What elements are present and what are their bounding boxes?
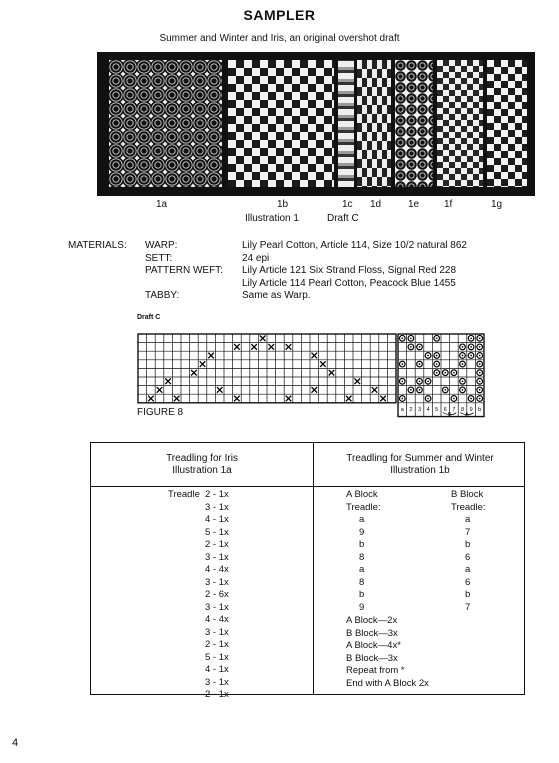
- table-divider: [313, 443, 314, 694]
- iris-treadle-row: 2 - 1x: [205, 639, 229, 650]
- b-block-header-line: Treadle:: [451, 501, 486, 513]
- tieup-circle-mark: [427, 380, 429, 382]
- iris-treadle-row: 3 - 1x: [205, 676, 229, 688]
- b-block-treadle: 7: [465, 526, 471, 538]
- tieup-circle-mark: [436, 372, 438, 374]
- tieup-circle-mark: [479, 372, 481, 374]
- b-block-column: [451, 489, 486, 614]
- tieup-circle-mark: [479, 389, 481, 391]
- figure-label: FIGURE 8: [137, 407, 184, 418]
- treadle-number-label: 5: [435, 406, 439, 413]
- draft-c-diagram: [137, 326, 489, 426]
- tieup-circle-mark: [401, 337, 403, 339]
- panel-1f: [437, 60, 483, 187]
- a-block-treadle: 8: [359, 576, 365, 588]
- panel-1g: [487, 60, 527, 187]
- illustration-caption: Illustration 1: [245, 213, 299, 224]
- tieup-circle-mark: [436, 337, 438, 339]
- treadle-number-label: 9: [469, 406, 473, 413]
- panel-label-1c: 1c: [342, 199, 353, 210]
- tieup-circle-mark: [401, 380, 403, 382]
- tieup-circle-mark: [436, 363, 438, 365]
- materials-key: WARP:: [145, 240, 178, 251]
- tieup-circle-mark: [453, 398, 455, 400]
- b-block-treadle: b: [465, 539, 471, 550]
- tieup-circle-mark: [479, 380, 481, 382]
- tieup-circle-mark: [410, 389, 412, 391]
- panel-label-1b: 1b: [277, 199, 289, 210]
- iris-treadle-row: 2 - 1x: [205, 489, 229, 500]
- table-header-rule: [91, 486, 524, 487]
- iris-treadle-row: 3 - 1x: [205, 501, 229, 513]
- a-block-header-line: Treadle:: [346, 501, 381, 513]
- sequence-step: A Block—4x*: [346, 640, 401, 651]
- treadle-number-label: b: [478, 406, 482, 413]
- panel-label-1d: 1d: [370, 199, 382, 210]
- treadle-number-label: 7: [452, 406, 456, 413]
- iris-header-line: Illustration 1a: [172, 465, 232, 476]
- materials-value: Lily Pearl Cotton, Article 114, Size 10/2 natural 862: [242, 240, 467, 251]
- b-block-treadle: 6: [465, 576, 471, 588]
- panel-1a-iris: [109, 60, 222, 187]
- tieup-circle-mark: [453, 372, 455, 374]
- tieup-circle-mark: [462, 363, 464, 365]
- b-block-treadle: b: [465, 589, 471, 600]
- tieup-circle-mark: [410, 337, 412, 339]
- sequence-step: B Block—3x: [346, 627, 398, 639]
- block-label: B: [447, 412, 452, 419]
- tieup-circle-mark: [436, 355, 438, 357]
- materials-key: SETT:: [145, 252, 173, 264]
- materials-value: Lily Article 121 Six Strand Floss, Signal Red 228: [242, 265, 456, 276]
- block-label: A: [465, 412, 469, 419]
- page-number: 4: [12, 737, 19, 749]
- a-block-treadle: 8: [359, 551, 365, 563]
- tieup-circle-mark: [470, 337, 472, 339]
- tieup-circle-mark: [444, 389, 446, 391]
- iris-treadle-row: 5 - 1x: [205, 526, 229, 538]
- tieup-circle-mark: [462, 355, 464, 357]
- sequence-step: B Block—3x: [346, 652, 398, 664]
- tieup-circle-mark: [419, 346, 421, 348]
- sequence-step: A Block—2x: [346, 615, 398, 626]
- tieup-circle-mark: [479, 355, 481, 357]
- panel-1c: [338, 60, 354, 187]
- tieup-circle-mark: [479, 363, 481, 365]
- b-block-treadle: 6: [465, 551, 471, 563]
- treadle-number-label: 6: [443, 406, 447, 413]
- iris-treadle-row: 3 - 1x: [205, 576, 229, 588]
- iris-treadle-row: 4 - 4x: [205, 614, 229, 625]
- panel-label-1a: 1a: [156, 199, 168, 210]
- a-block-treadle: 9: [359, 601, 365, 613]
- iris-treadle-row: 2 - 6x: [205, 589, 229, 600]
- iris-header: [91, 453, 313, 477]
- iris-header-line: Treadling for Iris: [166, 453, 238, 464]
- treadle-number-label: 8: [460, 406, 465, 413]
- tieup-circle-mark: [462, 389, 464, 391]
- panel-label-1g: 1g: [491, 199, 503, 210]
- materials-label: MATERIALS:: [68, 240, 127, 251]
- treadling-table: [90, 442, 525, 700]
- iris-treadle-row: 2 - 1x: [205, 539, 229, 550]
- a-block-treadle: a: [359, 514, 365, 525]
- sequence-step: End with A Block 2x: [346, 677, 429, 689]
- iris-treadle-row: 3 - 1x: [205, 626, 229, 638]
- tieup-circle-mark: [401, 363, 403, 365]
- treadle-number-label: a: [400, 406, 404, 413]
- sampler-photo: [97, 52, 535, 196]
- b-block-treadle: a: [465, 564, 471, 575]
- iris-treadle-row: 4 - 1x: [205, 514, 229, 525]
- a-block-treadle: b: [359, 589, 365, 600]
- b-block-treadle: a: [465, 514, 471, 525]
- draft-title: Draft C: [137, 314, 161, 321]
- tieup-circle-mark: [462, 346, 464, 348]
- panel-1b-summer-winter: [228, 60, 334, 187]
- tieup-circle-mark: [419, 380, 421, 382]
- tieup-circle-mark: [470, 346, 472, 348]
- iris-treadle-row: 4 - 4x: [205, 564, 229, 575]
- tieup-circle-mark: [444, 372, 446, 374]
- panel-label-1f: 1f: [444, 199, 453, 210]
- tieup-circle-mark: [419, 363, 421, 365]
- b-block-treadle: 7: [465, 601, 471, 613]
- tieup-circle-mark: [479, 398, 481, 400]
- materials-key: TABBY:: [145, 290, 180, 301]
- treadle-number-label: 2: [409, 406, 413, 413]
- iris-treadle-row: 4 - 1x: [205, 664, 229, 675]
- treadle-number-label: 4: [426, 406, 430, 413]
- materials-value: Same as Warp.: [242, 290, 311, 301]
- a-block-header-line: A Block: [346, 489, 378, 500]
- iris-treadle-row: 2 - 1x: [205, 689, 229, 700]
- iris-treadle-prefix: Treadle: [168, 489, 200, 500]
- tieup-circle-mark: [470, 398, 472, 400]
- panel-1d: [357, 60, 391, 187]
- summer-winter-header-line: Treadling for Summer and Winter: [346, 453, 494, 464]
- tieup-circle-mark: [479, 337, 481, 339]
- illustration-caption-draft: Draft C: [327, 213, 359, 224]
- page-subtitle: Summer and Winter and Iris, an original overshot draft: [159, 33, 400, 44]
- iris-treadle-row: 3 - 1x: [205, 601, 229, 613]
- materials-value: 24 epi: [242, 252, 270, 264]
- iris-treadling-list: [205, 489, 229, 702]
- iris-treadle-row: 5 - 1x: [205, 651, 229, 663]
- summer-winter-header: [314, 453, 526, 477]
- materials-key: PATTERN WEFT:: [145, 265, 223, 276]
- tieup-circle-mark: [410, 346, 412, 348]
- iris-treadle-row: 3 - 1x: [205, 551, 229, 563]
- page-title: SAMPLER: [243, 7, 316, 23]
- summer-winter-header-line: Illustration 1b: [390, 465, 450, 476]
- panel-label-1e: 1e: [408, 199, 420, 210]
- b-block-header-line: B Block: [451, 489, 484, 500]
- a-block-treadle: 9: [359, 526, 365, 538]
- sequence-step: Repeat from *: [346, 665, 405, 676]
- materials-value: Lily Article 114 Pearl Cotton, Peacock Blue 1455: [242, 277, 456, 289]
- tieup-circle-mark: [462, 380, 464, 382]
- tieup-circle-mark: [427, 355, 429, 357]
- tieup-circle-mark: [479, 346, 481, 348]
- tieup-circle-mark: [470, 355, 472, 357]
- panel-1e: [395, 60, 433, 187]
- tieup-circle-mark: [401, 398, 403, 400]
- tieup-circle-mark: [427, 398, 429, 400]
- block-sequence: [346, 615, 429, 690]
- a-block-column: [346, 489, 381, 614]
- a-block-treadle: a: [359, 564, 365, 575]
- a-block-treadle: b: [359, 539, 365, 550]
- tieup-circle-mark: [419, 389, 421, 391]
- treadle-number-label: 3: [417, 406, 422, 413]
